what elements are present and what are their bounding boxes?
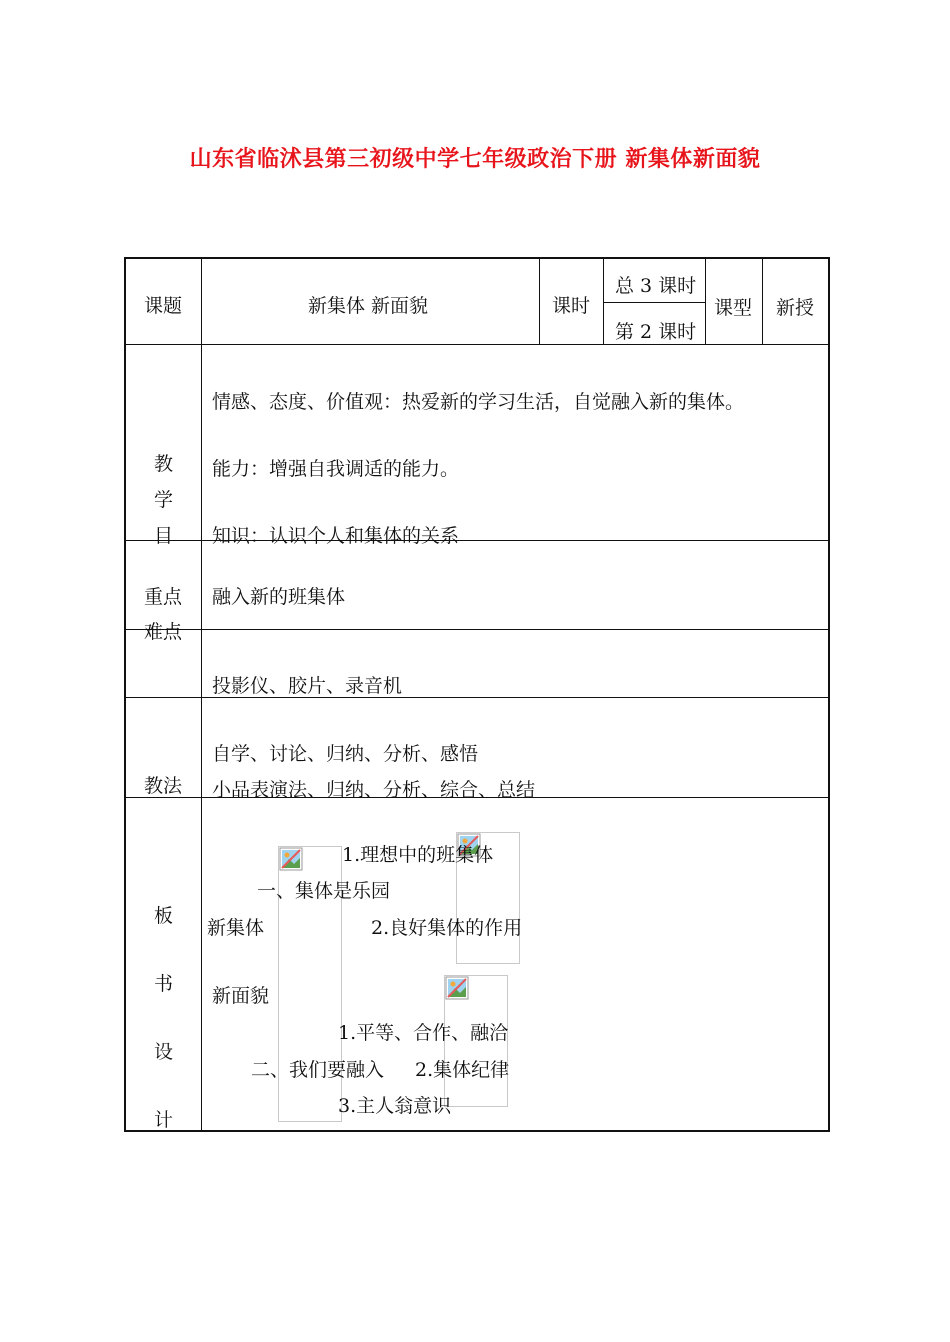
board-label-char: 设 <box>154 1041 174 1063</box>
key-points-label-cell <box>126 541 201 643</box>
board-branch-2-item: 2.集体纪律 <box>415 1059 510 1081</box>
header-divider <box>762 257 763 345</box>
objectives-label-cell <box>126 345 201 547</box>
board-label-char: 板 <box>154 905 174 927</box>
current-period: 第 2 课时 <box>615 321 697 343</box>
board-branch-2: 二、我们要融入 <box>251 1059 385 1081</box>
board-label-char: 计 <box>154 1109 174 1131</box>
topic-label: 课题 <box>144 295 183 317</box>
total-periods: 总 3 课时 <box>615 275 697 297</box>
board-branch-1: 一、集体是乐园 <box>257 880 391 902</box>
board-root-line2: 新面貌 <box>212 985 270 1007</box>
objective-affective: 情感、态度、价值观：热爱新的学习生活，自觉融入新的集体。 <box>212 391 745 413</box>
method-line: 自学、讨论、归纳、分析、感悟 <box>212 743 479 765</box>
objective-ability: 能力：增强自我调适的能力。 <box>212 458 460 480</box>
board-branch-2-item: 1.平等、合作、融洽 <box>338 1022 509 1044</box>
objective-knowledge: 知识：认识个人和集体的关系 <box>212 525 460 547</box>
header-divider <box>705 257 706 345</box>
objectives-label-char: 教 <box>154 453 174 475</box>
key-points-label: 重点 <box>144 586 183 608</box>
broken-image-icon <box>279 847 303 871</box>
objectives-cell <box>202 345 828 547</box>
period-label: 课时 <box>552 295 591 317</box>
board-branch-2-item: 3.主人翁意识 <box>338 1095 452 1117</box>
method-line: 小品表演法、归纳、分析、综合、总结 <box>212 779 536 801</box>
row-divider <box>124 629 830 630</box>
key-points-value: 融入新的班集体 <box>212 586 346 608</box>
period-divider <box>603 302 705 303</box>
difficult-points-label: 难点 <box>144 621 183 643</box>
board-label-cell <box>126 798 201 1130</box>
teaching-aids-value: 投影仪、胶片、录音机 <box>212 675 403 697</box>
board-root-line1: 新集体 <box>207 917 265 939</box>
objectives-label-char: 目 <box>154 525 174 547</box>
document-title: 山东省临沭县第三初级中学七年级政治下册 新集体新面貌 <box>189 147 761 172</box>
objectives-label-char: 学 <box>154 489 174 511</box>
header-divider <box>603 257 604 345</box>
header-divider <box>539 257 540 345</box>
board-branch-1-item: 1.理想中的班集体 <box>342 844 494 866</box>
methods-label: 教法 <box>144 775 183 797</box>
methods-cell <box>202 698 828 801</box>
board-label-char: 书 <box>154 973 174 995</box>
topic-value: 新集体 新面貌 <box>308 295 429 317</box>
broken-image-icon <box>445 976 469 1000</box>
type-value: 新授 <box>776 297 815 319</box>
type-label: 课型 <box>714 297 753 319</box>
board-branch-1-item: 2.良好集体的作用 <box>371 917 523 939</box>
